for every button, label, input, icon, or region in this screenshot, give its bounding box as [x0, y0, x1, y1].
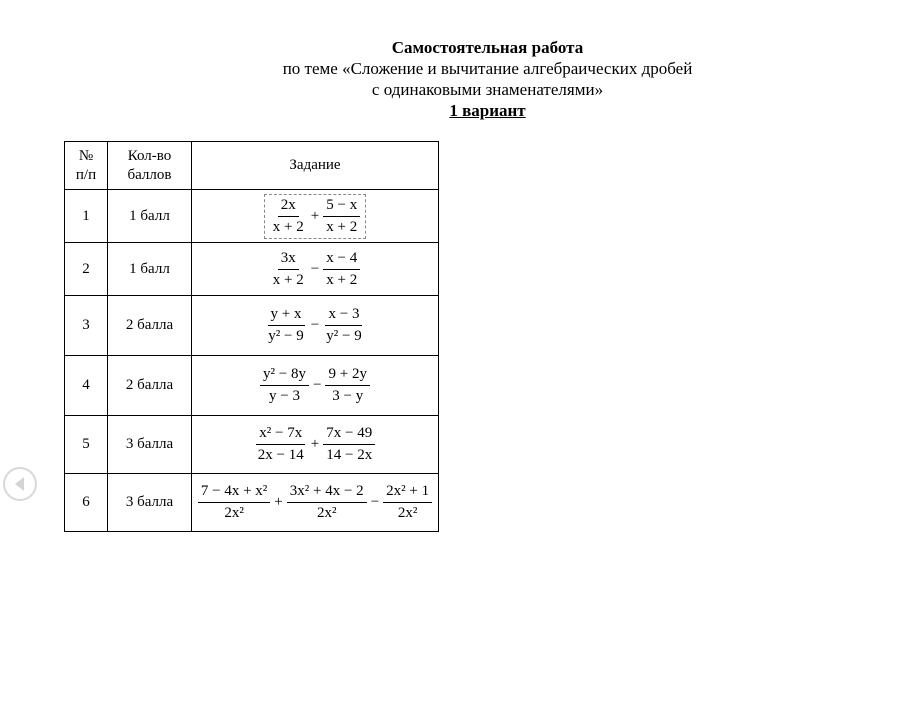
- row-task: [192, 416, 439, 474]
- header-num: [65, 142, 108, 190]
- fraction-numerator: 5 − x: [323, 197, 360, 217]
- fraction-numerator: x − 4: [323, 250, 360, 270]
- row-task: [192, 190, 439, 243]
- fraction-numerator: 3x² + 4x − 2: [287, 483, 367, 503]
- fraction-denominator: x + 2: [326, 218, 358, 235]
- fraction-denominator: 2x²: [316, 505, 337, 521]
- row-points: 1 балл: [108, 190, 192, 243]
- row-number: 5: [65, 416, 108, 474]
- fraction: [323, 197, 360, 236]
- task-rows: [65, 190, 439, 532]
- task-expression: [196, 483, 434, 522]
- table-row: [65, 416, 439, 474]
- operator: +: [310, 207, 320, 224]
- row-task: [192, 356, 439, 416]
- table-row: [65, 190, 439, 243]
- operator: −: [310, 260, 320, 277]
- fraction: [270, 250, 307, 289]
- operator: −: [370, 494, 380, 510]
- fraction-numerator: x² − 7x: [256, 425, 305, 445]
- table-header-row: [65, 142, 439, 190]
- tasks-table: [64, 141, 439, 532]
- chevron-left-icon[interactable]: [3, 467, 37, 501]
- fraction: [325, 366, 369, 405]
- fraction-denominator: 2x²: [397, 505, 418, 521]
- task-expression: [253, 425, 377, 464]
- row-number: 6: [65, 474, 108, 532]
- fraction-denominator: y − 3: [269, 388, 301, 404]
- row-task: [192, 296, 439, 356]
- fraction-denominator: y² − 9: [268, 328, 304, 344]
- task-expression: [263, 306, 366, 345]
- fraction-numerator: y² − 8y: [260, 366, 309, 386]
- fraction-denominator: x + 2: [272, 271, 304, 288]
- document-header: [205, 37, 770, 121]
- task-expression[interactable]: [266, 196, 364, 237]
- operator: −: [313, 377, 322, 393]
- fraction-denominator: y² − 9: [326, 328, 362, 344]
- row-number: 3: [65, 296, 108, 356]
- fraction-denominator: x + 2: [326, 271, 358, 288]
- fraction: [323, 425, 375, 464]
- fraction: [260, 366, 309, 405]
- header-num-line1: №: [78, 147, 94, 164]
- table-row: [65, 356, 439, 416]
- operator: +: [274, 494, 283, 510]
- header-task: Задание: [192, 142, 439, 190]
- table-row: [65, 243, 439, 296]
- header-points-line1: Кол-во: [127, 147, 172, 164]
- fraction-numerator: 9 + 2y: [325, 366, 369, 386]
- operator: +: [310, 436, 320, 452]
- fraction-denominator: 2x − 14: [257, 447, 304, 463]
- row-points: 3 балла: [108, 416, 192, 474]
- fraction: [323, 306, 364, 345]
- fraction: [265, 306, 306, 345]
- document-subtitle-line1: по теме «Сложение и вычитание алгебраических дробей: [282, 59, 693, 78]
- fraction-denominator: 3 − y: [332, 388, 364, 404]
- fraction-numerator: 7x − 49: [323, 425, 375, 445]
- row-points: 2 балла: [108, 296, 192, 356]
- fraction: [323, 250, 360, 289]
- row-points: 3 балла: [108, 474, 192, 532]
- fraction-denominator: 2x²: [224, 505, 244, 521]
- row-number: 2: [65, 243, 108, 296]
- row-task: [192, 474, 439, 532]
- fraction: [255, 425, 307, 464]
- fraction: [270, 197, 307, 236]
- fraction-numerator: x − 3: [325, 306, 362, 326]
- document-title: Самостоятельная работа: [391, 38, 584, 57]
- fraction-denominator: 14 − 2x: [326, 447, 373, 463]
- row-number: 4: [65, 356, 108, 416]
- fraction-numerator: 2x² + 1: [383, 483, 432, 503]
- row-points: 1 балл: [108, 243, 192, 296]
- table-row: [65, 474, 439, 532]
- fraction-numerator: y + x: [268, 306, 305, 326]
- header-points-line2: баллов: [127, 166, 172, 183]
- variant-label: 1 вариант: [449, 101, 526, 120]
- document-subtitle-line2: с одинаковыми знаменателями»: [371, 80, 604, 99]
- task-expression: [268, 250, 362, 289]
- fraction: [287, 483, 367, 522]
- task-expression: [258, 366, 372, 405]
- header-num-line2: п/п: [75, 166, 97, 183]
- row-number: 1: [65, 190, 108, 243]
- operator: −: [310, 317, 320, 333]
- fraction-numerator: 3x: [278, 250, 299, 270]
- row-task: [192, 243, 439, 296]
- table-row: [65, 296, 439, 356]
- header-points: [108, 142, 192, 190]
- fraction-denominator: x + 2: [272, 218, 304, 235]
- fraction: [198, 483, 270, 522]
- fraction-numerator: 7 − 4x + x²: [198, 483, 270, 503]
- row-points: 2 балла: [108, 356, 192, 416]
- fraction-numerator: 2x: [278, 197, 299, 217]
- fraction: [383, 483, 432, 522]
